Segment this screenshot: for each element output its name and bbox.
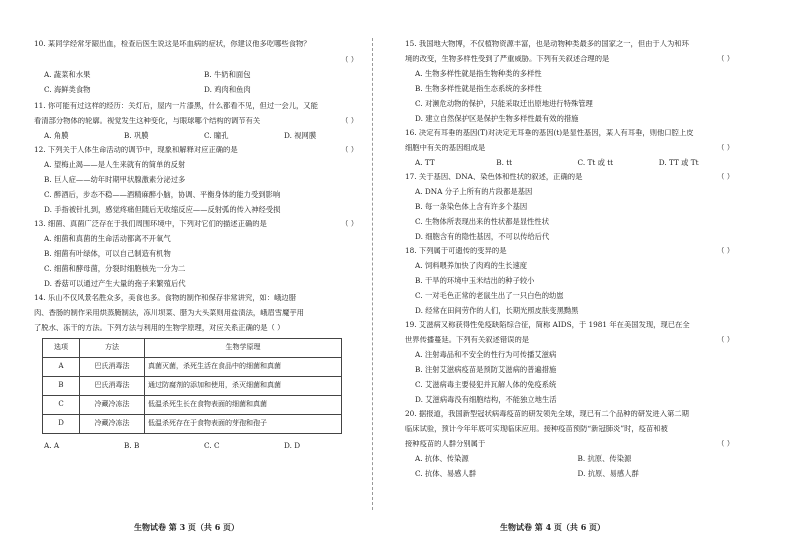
- question-text-cont: 肉、香肠的制作采用烘蒸腌制法，冻川坝菜、腊为大头菜则用盐渍法，峨眉雪魔芋用: [34, 309, 304, 318]
- option-d: D. 抗原、易感人群: [577, 469, 639, 479]
- answer-blank: （ ）: [341, 117, 358, 126]
- option-d: D. 视网膜: [284, 131, 317, 141]
- question-text: 16. 决定有耳垂的基因(T)对决定无耳垂的基因(t)是显性基因，某人有耳垂，则他口腔上皮: [405, 129, 694, 138]
- option-a: A. 细菌和真菌的生命活动都离不开氧气: [44, 234, 171, 244]
- option-c: C. 对濒危动物的保护，只能采取迁出原地进行特殊管理: [415, 99, 593, 109]
- table-cell: 真菌灭菌，杀死生活在食品中的细菌和真菌: [145, 358, 342, 377]
- table-header: 选项: [43, 339, 80, 358]
- table-cell: B: [43, 377, 80, 396]
- option-d: D. D: [284, 441, 301, 451]
- table-cell: 冷藏冷冻法: [80, 415, 145, 434]
- option-d: D. 建立自然保护区是保护生物多样性最有效的措施: [415, 114, 579, 124]
- right-page: [405, 40, 740, 478]
- answer-blank: （ ）: [341, 146, 358, 155]
- option-b: B. 巩膜: [124, 131, 149, 141]
- question-text: 19. 艾滋病又称获得性免疫缺陷综合征，简称 AIDS，于 1981 年在美国发现，现已在全: [405, 321, 690, 330]
- option-a: A. 生物多样性就是指生物种类的多样性: [415, 69, 542, 79]
- answer-blank: （ ）: [717, 55, 734, 64]
- option-c: C. 艾滋病毒主要侵犯并瓦解人体的免疫系统: [415, 380, 557, 390]
- question-text-cont: 细胞中有关的基因组成是: [405, 144, 486, 153]
- table-row: [43, 377, 342, 396]
- question-10: [34, 40, 364, 94]
- option-b: B. 牛奶和面包: [204, 70, 251, 80]
- option-c: C. 生物体所表现出来的性状都是显性性状: [415, 217, 550, 227]
- option-a: A. TT: [415, 158, 435, 168]
- table-cell: 低温杀死生长在食物表面的细菌和真菌: [145, 396, 342, 415]
- answer-blank: （ ）: [717, 247, 734, 256]
- option-a: A. 饲料喂养加快了肉鸡的生长速度: [415, 261, 528, 271]
- answer-blank: （ ）: [717, 144, 734, 153]
- question-text-cont: 了脱水、冻干的方法。下列方法与利用的生物学原理，对应关系正确的是（ ）: [34, 324, 285, 333]
- option-b: B. 每一条染色体上含有许多个基因: [415, 202, 528, 212]
- question-text-cont: 看清部分物体的轮廓。视觉发生这种变化，与眼球哪个结构的调节有关: [34, 117, 261, 126]
- question-text: 18. 下列属于可遗传的变异的是: [405, 247, 507, 256]
- option-c: C. 一对毛色正常的老鼠生出了一只白色的幼崽: [415, 291, 564, 301]
- table-cell: 低温杀死存在于食物表面的芽孢和孢子: [145, 415, 342, 434]
- page-footer-left: 生物试卷 第 3 页（共 6 页）: [134, 522, 240, 532]
- option-c: C. 瞳孔: [204, 131, 229, 141]
- question-16: [405, 129, 740, 167]
- question-20: [405, 410, 740, 478]
- question-text: 15. 我国地大物博，不仅植物资源丰富，也是动物种类最多的国家之一，但由于人为和环: [405, 40, 689, 48]
- method-table: [42, 338, 342, 434]
- table-header: 生物学原理: [145, 339, 342, 358]
- option-c: C. 海鲜类食物: [44, 85, 91, 95]
- option-b: B. tt: [496, 158, 513, 168]
- page-footer-right: 生物试卷 第 4 页（共 6 页）: [500, 522, 606, 532]
- option-a: A. DNA 分子上所有的片段都是基因: [415, 187, 533, 197]
- option-a: A. 蔬菜和水果: [44, 70, 91, 80]
- question-text: 13. 细菌、真菌广泛存在于我们周围环境中，下列对它们的描述正确的是: [34, 220, 267, 229]
- option-d: D. 香菇可以通过产生大量的孢子来繁殖后代: [44, 279, 186, 289]
- option-b: B. 巨人症——幼年时期甲状腺激素分泌过多: [44, 175, 186, 185]
- question-17: [405, 173, 740, 241]
- answer-blank: （ ）: [341, 56, 358, 65]
- option-a: A. 抗体、传染源: [415, 454, 469, 464]
- table-cell: 冷藏冷冻法: [80, 396, 145, 415]
- option-a: A. 角膜: [44, 131, 69, 141]
- question-11: [34, 102, 364, 140]
- table-row: [43, 396, 342, 415]
- question-text-cont: 接种疫苗的人群分别属于: [405, 440, 486, 449]
- table-cell: 通过防腐剂的添加和使用，杀灭细菌和真菌: [145, 377, 342, 396]
- option-b: B. 生物多样性就是指生态系统的多样性: [415, 84, 542, 94]
- question-14: [34, 294, 364, 450]
- question-12: [34, 146, 364, 214]
- option-d: D. 细胞含有的隐性基因，不可以传给后代: [415, 232, 550, 242]
- left-page: [34, 40, 364, 450]
- option-a: A. 注射毒品和不安全的性行为可传播艾滋病: [415, 350, 557, 360]
- question-text: 14. 乐山不仅风景名胜众多，美食也多。食物的制作和保存非常讲究，如：峨边腊: [34, 294, 297, 303]
- option-c: C. Tt 或 tt: [577, 158, 614, 168]
- question-text: 17. 关于基因、DNA、染色体和性状的叙述，正确的是: [405, 173, 583, 182]
- question-text: 10. 某同学经常牙龈出血，检查后医生说这是坏血病的症状，你建议他多吃哪些食物？: [34, 40, 311, 48]
- question-text: 20. 据报道，我国新型冠状病毒疫苗的研发领先全球，现已有二个品种的研发进入第二期: [405, 410, 689, 419]
- table-row: [43, 415, 342, 434]
- option-b: B. 抗原、传染源: [577, 454, 632, 464]
- option-d: D. 经常在田间劳作的人们，长期光照皮肤变黑黝黑: [415, 306, 579, 316]
- option-c: C. 醉酒后，步态不稳——酒精麻醉小脑，协调、平衡身体的能力受到影响: [44, 190, 281, 200]
- option-b: B. 注射艾滋病疫苗是预防艾滋病的普遍措施: [415, 365, 557, 375]
- option-b: B. 细菌有叶绿体，可以自己制造有机物: [44, 249, 171, 259]
- answer-blank: （ ）: [341, 220, 358, 229]
- option-b: B. B: [124, 441, 140, 451]
- question-15: [405, 40, 740, 123]
- question-text: 11. 你可能有过这样的经历：关灯后，屋内一片漆黑，什么都看不见，但过一会儿，又能: [34, 102, 318, 111]
- question-18: [405, 247, 740, 315]
- option-d: D. 艾滋病毒没有细胞结构，不能独立地生活: [415, 395, 557, 405]
- option-d: D. 鸡肉和鱼肉: [204, 85, 251, 95]
- table-cell: 巴氏消毒法: [80, 377, 145, 396]
- option-a: A. 望梅止渴——是人生来就有的简单的反射: [44, 160, 186, 170]
- option-a: A. A: [44, 441, 60, 451]
- option-b: B. 干旱的环境中玉米结出的种子较小: [415, 276, 535, 286]
- table-cell: D: [43, 415, 80, 434]
- table-cell: A: [43, 358, 80, 377]
- answer-blank: （ ）: [717, 440, 734, 449]
- question-text-cont: 境的改变，生物多样性受到了严重威胁。下列有关叙述合理的是: [405, 55, 610, 64]
- question-19: [405, 321, 740, 404]
- question-13: [34, 220, 364, 288]
- table-cell: 巴氏消毒法: [80, 358, 145, 377]
- option-d: D. TT 或 Tt: [658, 158, 699, 168]
- answer-blank: （ ）: [717, 336, 734, 345]
- table-row: [43, 358, 342, 377]
- question-text: 12. 下列关于人体生命活动的调节中，现象和解释对应正确的是: [34, 146, 238, 155]
- option-d: D. 手指被针扎到，感觉疼痛但随后无收缩反应——反射弧的传入神经受损: [44, 205, 281, 215]
- table-cell: C: [43, 396, 80, 415]
- page-divider: [372, 38, 373, 510]
- option-c: C. 抗体、易感人群: [415, 469, 477, 479]
- table-header: 方法: [80, 339, 145, 358]
- answer-blank: （ ）: [717, 173, 734, 182]
- question-text-cont: 世界传播蔓延。下列有关叙述错误的是: [405, 336, 530, 345]
- option-c: C. 细菌和酵母菌，分裂时细胞核先一分为二: [44, 264, 186, 274]
- option-c: C. C: [204, 441, 220, 451]
- question-text-cont: 临床试验，预计今年年底可实现临床应用。接种疫苗预防“新冠肺炎”时，疫苗和被: [405, 425, 668, 434]
